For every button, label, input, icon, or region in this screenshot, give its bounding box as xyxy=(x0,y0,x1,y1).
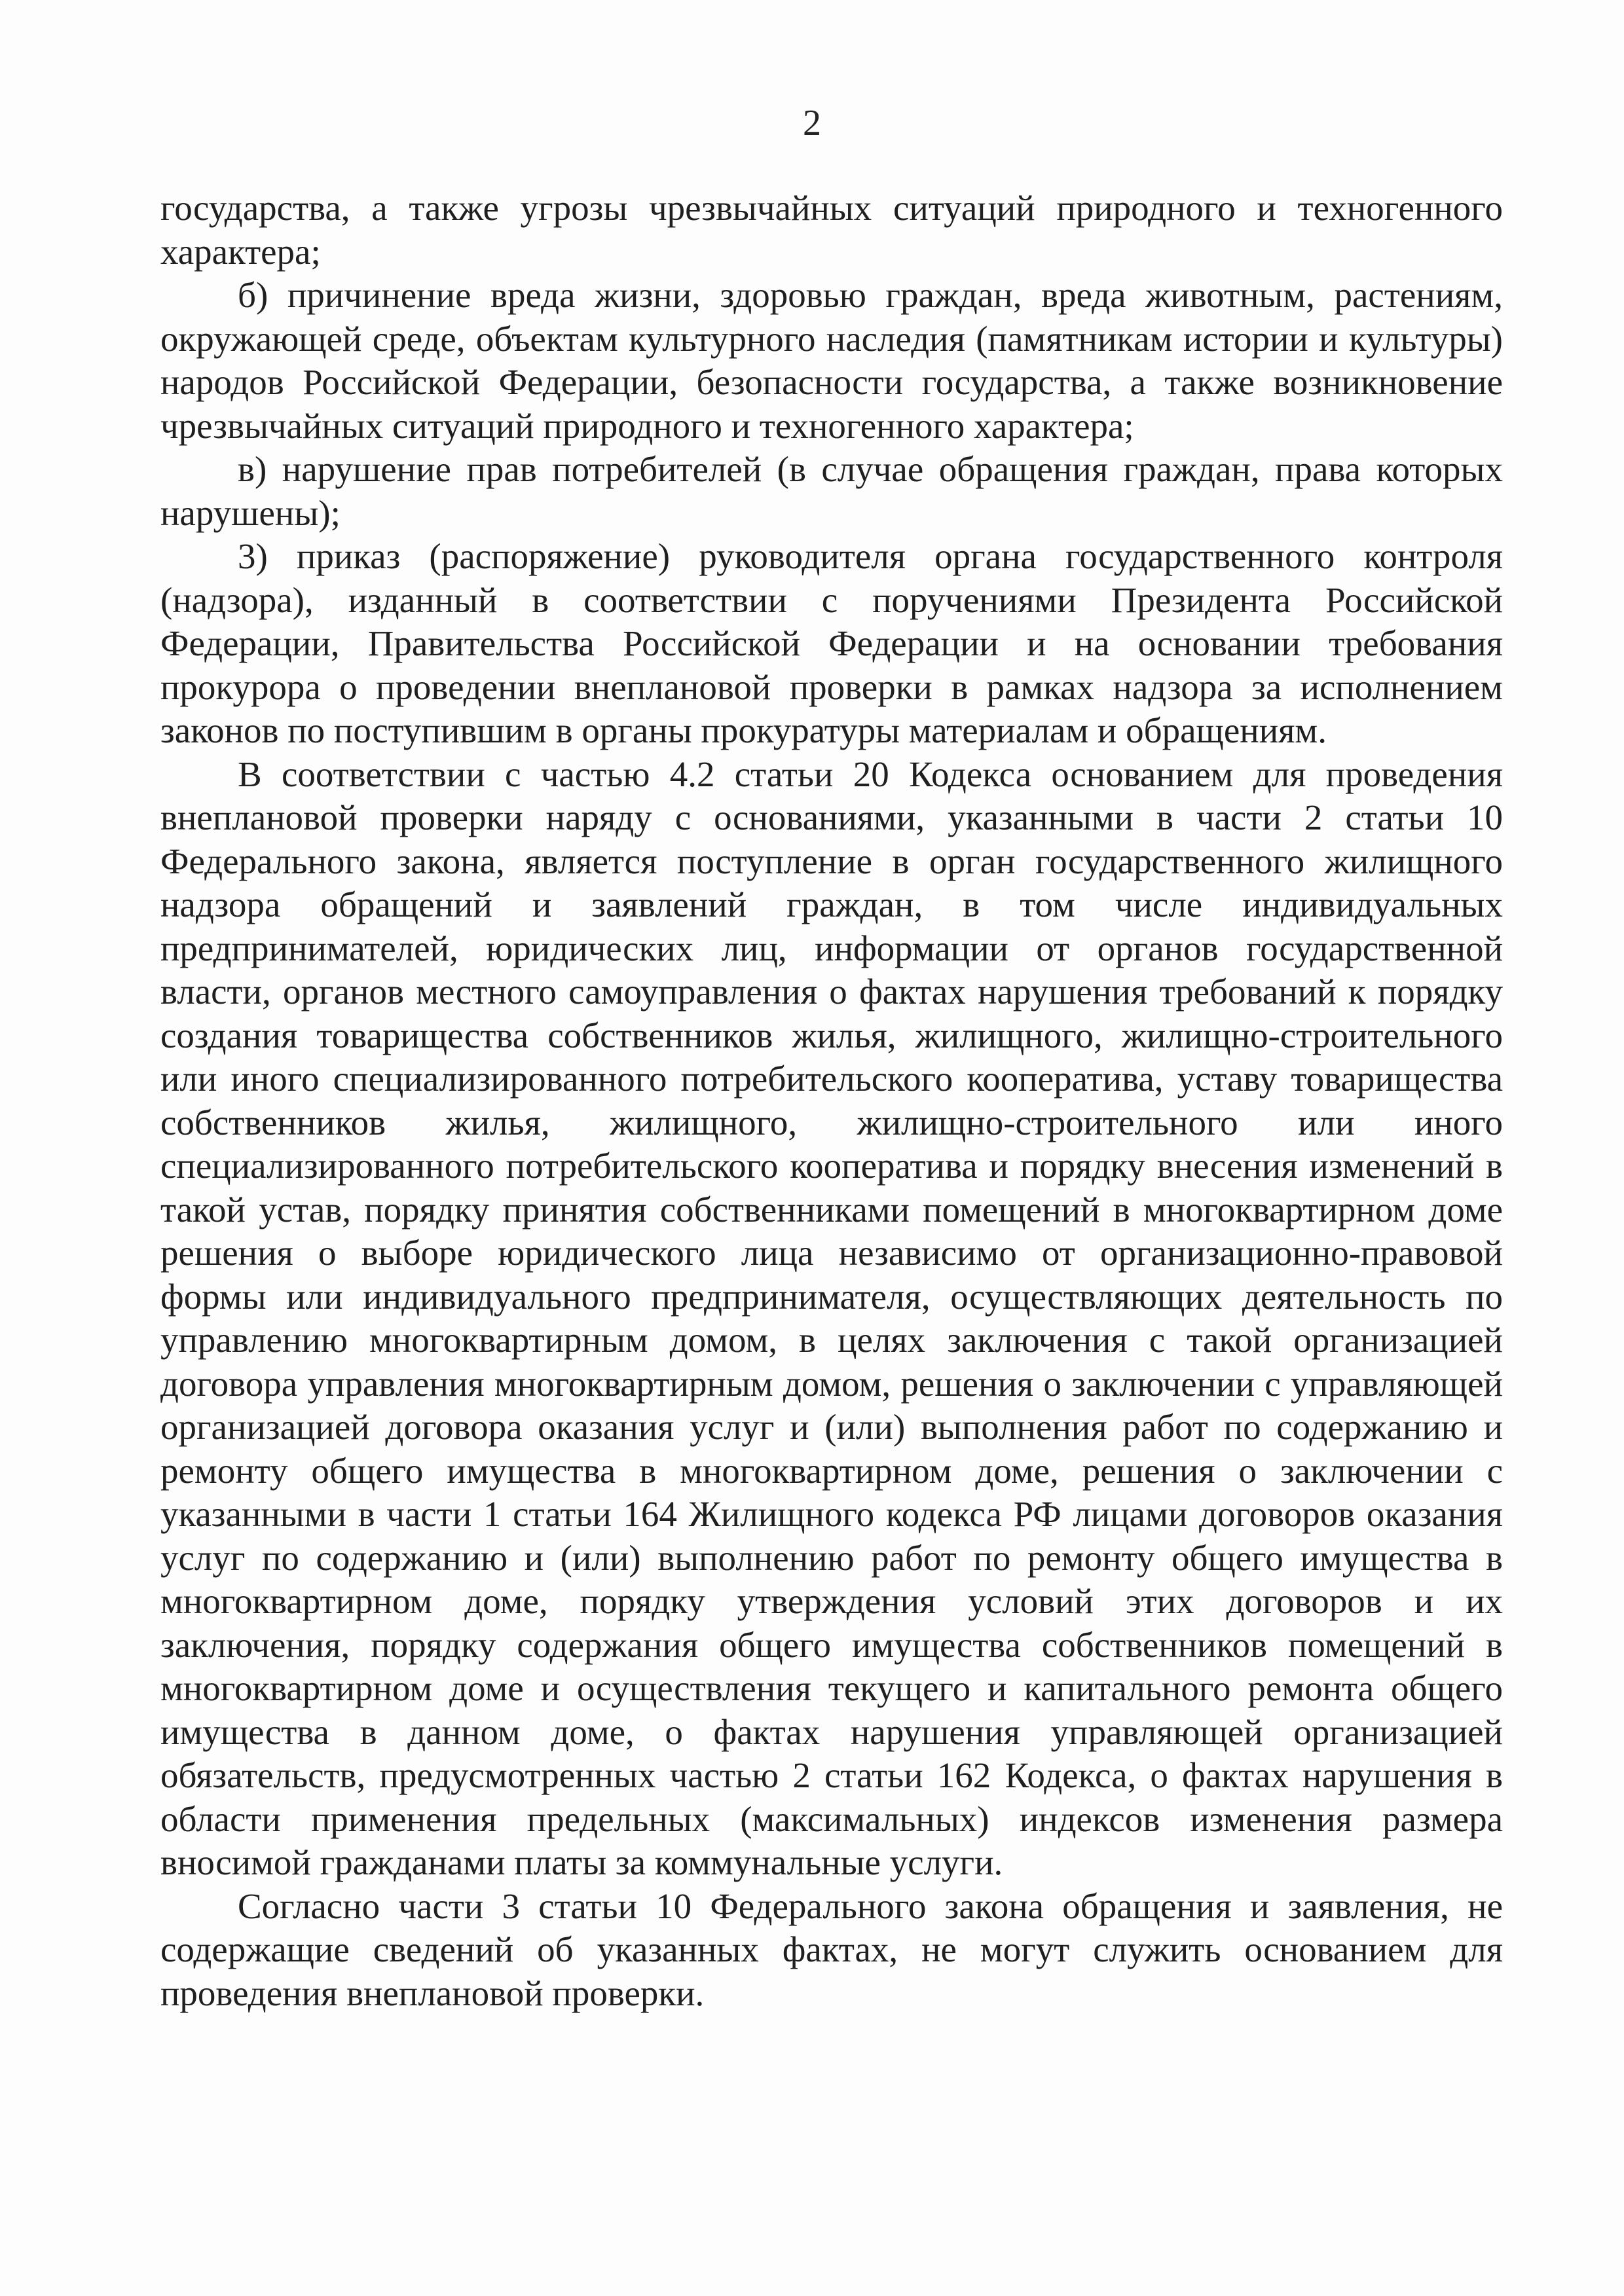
paragraph-code-article: В соответствии с частью 4.2 статьи 20 Кодекса основанием для проведения внеплановой проверки наряду с основаниями, указанными в части 2 статьи 10 Федерального закона, является поступление в орган государственного жилищного надзора обращений и заявлений граждан, в том числе индивидуальных предпринимателей, юридических лиц, информации от органов государственной власти, органов местного самоуправления о фактах нарушения требований к порядку создания товарищества собственников жилья, жилищного, жилищно-строительного или иного специализированного потребительского кооператива, уставу товарищества собственников жилья, жилищного, жилищно-строительного или иного специализированного потребительского кооператива и порядку внесения изменений в такой устав, порядку принятия собственниками помещений в многоквартирном доме решения о выборе юридического лица независимо от организационно-правовой формы или индивидуального предпринимателя, осуществляющих деятельность по управлению многоквартирным домом, в целях заключения с такой организацией договора управления многоквартирным домом, решения о заключении с управляющей организацией договора оказания услуг и (или) выполнения работ по содержанию и ремонту общего имущества в многоквартирном доме, решения о заключении с указанными в части 1 статьи 164 Жилищного кодекса РФ лицами договоров оказания услуг по содержанию и (или) выполнению работ по ремонту общего имущества в многоквартирном доме, порядку утверждения условий этих договоров и их заключения, порядку содержания общего имущества собственников помещений в многоквартирном доме и осуществления текущего и капитального ремонта общего имущества в данном доме, о фактах нарушения управляющей организацией обязательств, предусмотренных частью 2 статьи 162 Кодекса, о фактах нарушения в области применения предельных (максимальных) индексов изменения размера вносимой гражданами платы за коммунальные услуги. xyxy=(160,754,1503,1882)
paragraph-item-3: 3) приказ (распоряжение) руководителя органа государственного контроля (надзора), изданный в соответствии с поручениями Президента Российской Федерации, Правительства Российской Федерации и на основании требования прокурора о проведении внеплановой проверки в рамках надзора за исполнением законов по поступившим в органы прокуратуры материалам и обращениям. xyxy=(160,536,1503,750)
paragraph-conclusion: Согласно части 3 статьи 10 Федерального закона обращения и заявления, не содержащие сведений об указанных фактах, не могут служить основанием для проведения внеплановой проверки. xyxy=(160,1886,1503,2013)
paragraph-item-b: б) причинение вреда жизни, здоровью граждан, вреда животным, растениям, окружающей среде, объектам культурного наследия (памятникам истории и культуры) народов Российской Федерации, безопасности государства, а также возникновение чрезвычайных ситуаций природного и техногенного характера; xyxy=(160,275,1503,446)
paragraph-item-v: в) нарушение прав потребителей (в случае обращения граждан, права которых нарушены); xyxy=(160,449,1503,533)
page-number: 2 xyxy=(803,103,821,143)
paragraph-continuation: государства, а также угрозы чрезвычайных ситуаций природного и техногенного характера; xyxy=(160,188,1503,272)
document-body xyxy=(160,187,1503,2015)
